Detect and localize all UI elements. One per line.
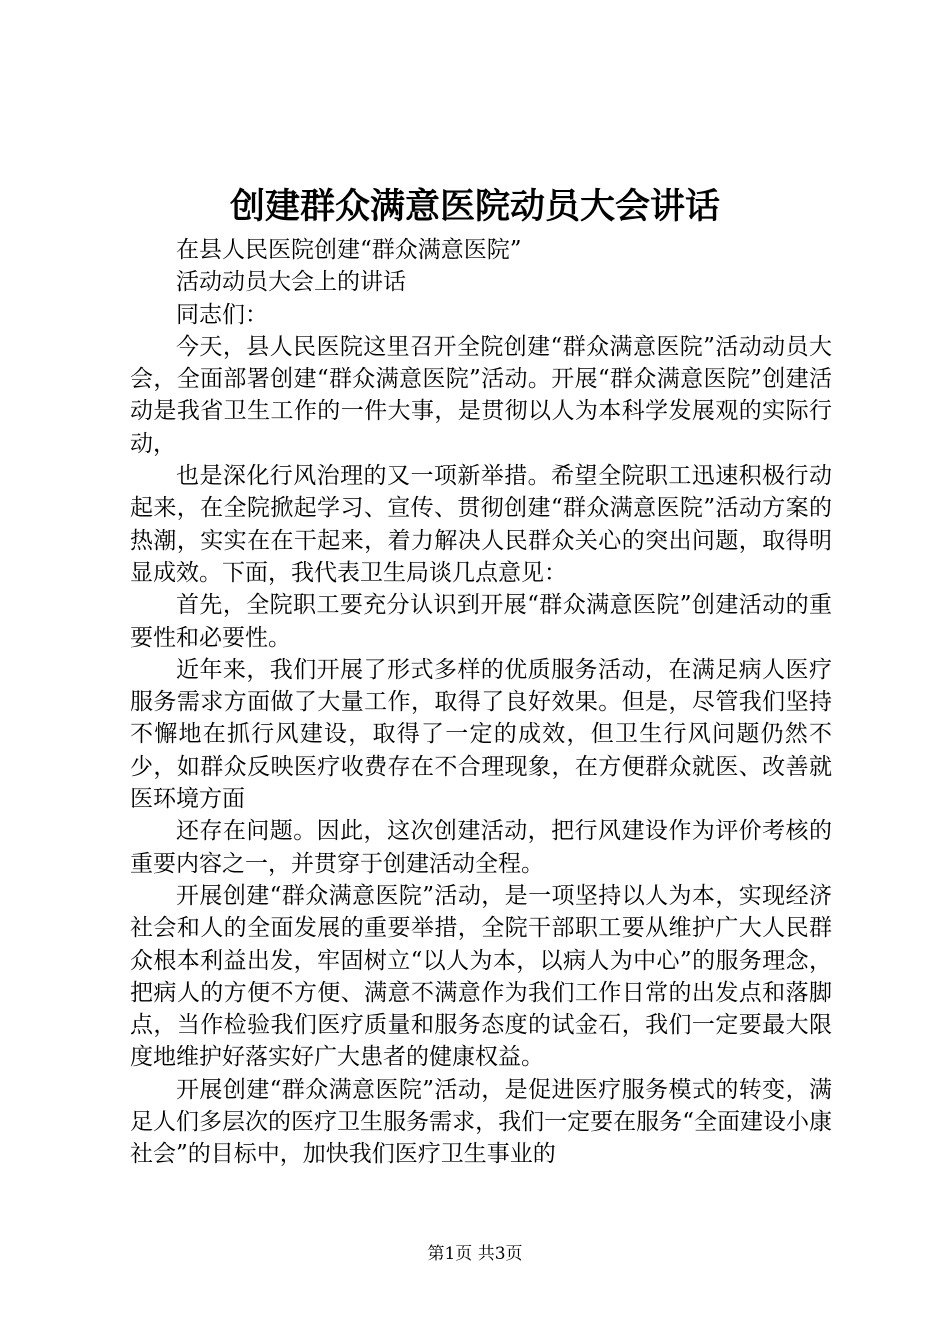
page-number-footer: 第1页 共3页 [427,1244,523,1264]
document-body [130,234,832,1171]
document-title: 创建群众满意医院动员大会讲话 [229,186,720,227]
paragraph: 今天，县人民医院这里召开全院创建“群众满意医院”活动动员大会，全面部署创建“群众满意医院”活动。开展“群众满意医院”创建活动是我省卫生工作的一件大事，是贯彻以人为本科学发展观的实际行动， [130,333,832,457]
paragraph: 开展创建“群众满意医院”活动，是一项坚持以人为本，实现经济社会和人的全面发展的重要举措，全院干部职工要从维护广大人民群众根本利益出发，牢固树立“以人为本，以病人为中心”的服务理念，把病人的方便不方便、满意不满意作为我们工作日常的出发点和落脚点，当作检验我们医疗质量和服务态度的试金石，我们一定要最大限度地维护好落实好广大患者的健康权益。 [130,882,832,1071]
paragraph-salutation: 同志们： [176,301,268,328]
paragraph: 近年来，我们开展了形式多样的优质服务活动，在满足病人医疗服务需求方面做了大量工作，取得了良好效果。但是，尽管我们坚持不懈地在抓行风建设，取得了一定的成效，但卫生行风问题仍然不少，如群众反映医疗收费存在不合理现象，在方便群众就医、改善就医环境方面 [130,656,832,813]
paragraph: 首先，全院职工要充分认识到开展“群众满意医院”创建活动的重要性和必要性。 [130,592,832,651]
paragraph-subtitle-line-1: 在县人民医院创建“群众满意医院” [176,237,522,263]
paragraph: 还存在问题。因此，这次创建活动，把行风建设作为评价考核的重要内容之一，并贯穿于创建活动全程。 [130,818,832,877]
paragraph: 开展创建“群众满意医院”活动，是促进医疗服务模式的转变，满足人们多层次的医疗卫生服务需求，我们一定要在服务“全面建设小康社会”的目标中，加快我们医疗卫生事业的 [130,1076,832,1168]
paragraph-subtitle-line-2: 活动动员大会上的讲话 [176,269,406,296]
paragraph: 也是深化行风治理的又一项新举措。希望全院职工迅速积极行动起来，在全院掀起学习、宣传、贯彻创建“群众满意医院”活动方案的热潮，实实在在干起来，着力解决人民群众关心的突出问题，取得明显成效。下面，我代表卫生局谈几点意见： [130,463,832,586]
